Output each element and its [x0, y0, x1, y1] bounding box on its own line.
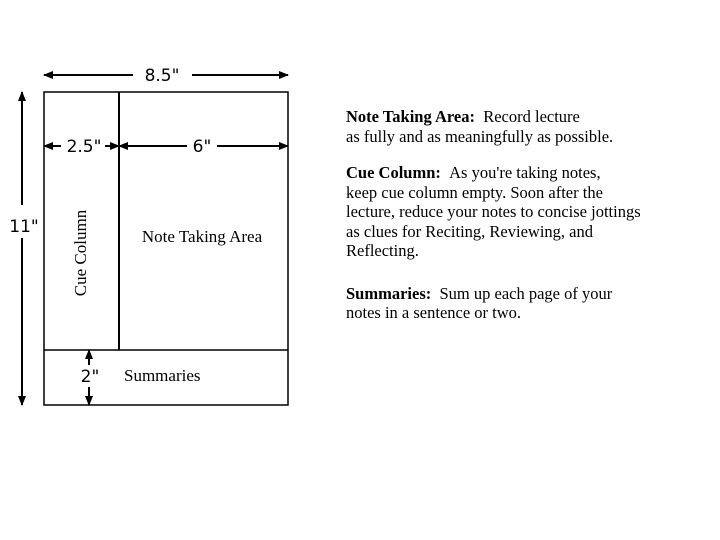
legend: [346, 107, 706, 340]
legend-text: as clues for Reciting, Reviewing, and: [346, 221, 593, 241]
cue-width-label: 2.5": [66, 137, 102, 157]
legend-text: notes in a sentence or two.: [346, 303, 522, 322]
legend-summaries: [346, 284, 706, 323]
legend-cue-column: [346, 163, 706, 261]
legend-text: As you're taking notes,: [449, 163, 601, 182]
legend-text: keep cue column empty. Soon after the: [346, 182, 603, 202]
legend-note-taking-area: [346, 107, 706, 146]
legend-term: Summaries:: [346, 283, 432, 303]
cue-column-label: Cue Column: [71, 209, 90, 297]
legend-text: Reflecting.: [346, 241, 419, 260]
summary-height-label: 2": [80, 367, 100, 387]
legend-text: Record lecture: [483, 107, 580, 126]
legend-text: lecture, reduce your notes to concise jottings: [346, 202, 641, 221]
legend-text: as fully and as meaningfully as possible.: [346, 126, 614, 146]
width-label: 8.5": [144, 66, 180, 86]
summaries-label: Summaries: [124, 366, 201, 385]
legend-first-line: [346, 284, 706, 304]
legend-term: Cue Column:: [346, 163, 441, 182]
height-label: 11": [9, 217, 39, 237]
notes-width-label: 6": [192, 137, 212, 157]
note-taking-area-label: Note Taking Area: [141, 227, 263, 246]
legend-term: Note Taking Area:: [346, 107, 475, 126]
legend-text: Sum up each page of your: [439, 283, 613, 303]
legend-first-line: [346, 163, 706, 183]
legend-first-line: [346, 107, 706, 127]
